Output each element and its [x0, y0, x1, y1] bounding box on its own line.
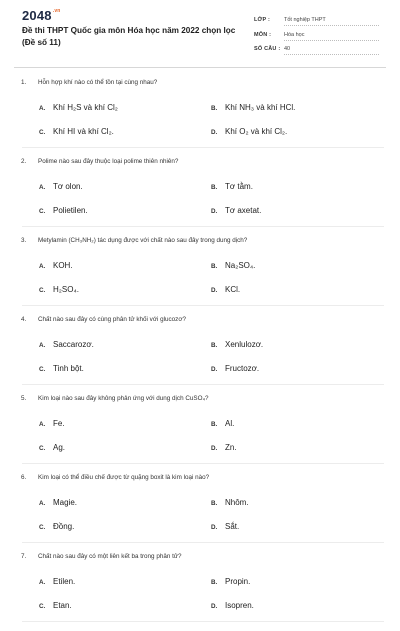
- option-letter: B.: [211, 421, 218, 428]
- question-number: 2.: [21, 158, 27, 165]
- option-letter: B.: [211, 500, 218, 507]
- meta-key: LỚP :: [254, 17, 270, 23]
- answer-option[interactable]: [39, 103, 118, 112]
- meta-value: Tốt nghiệp THPT: [284, 17, 379, 26]
- option-text: Na₂SO₄.: [225, 261, 256, 270]
- question-body: Chất nào sau đây có cùng phân tử khối với glucozơ?: [38, 316, 186, 323]
- option-letter: A.: [39, 500, 46, 507]
- option-letter: D.: [211, 603, 218, 610]
- answer-option[interactable]: [211, 498, 249, 507]
- question-body: Chất nào sau đây có một liên kết ba trong phân tử?: [38, 553, 182, 560]
- question-text: [22, 315, 384, 332]
- option-text: Etan.: [53, 601, 72, 610]
- question-text: [22, 236, 384, 253]
- option-text: Xenlulozơ.: [225, 340, 264, 349]
- question-item: [0, 315, 400, 394]
- answer-option[interactable]: [39, 601, 72, 610]
- option-letter: D.: [211, 366, 218, 373]
- meta-value: Hóa học: [284, 32, 379, 41]
- exam-header: [0, 0, 400, 62]
- question-body: Kim loại nào sau đây không phản ứng với dung dịch CuSO₄?: [38, 395, 209, 402]
- logo-suffix: .vn: [52, 8, 61, 14]
- answer-options: [22, 490, 384, 542]
- answer-option[interactable]: [211, 261, 255, 270]
- option-letter: B.: [211, 342, 218, 349]
- answer-options: [22, 332, 384, 384]
- option-text: Tinh bột.: [53, 364, 84, 373]
- option-letter: A.: [39, 105, 46, 112]
- question-body: Polime nào sau đây thuộc loại polime thiên nhiên?: [38, 158, 179, 165]
- option-letter: B.: [211, 579, 218, 586]
- option-text: Polietilen.: [53, 206, 88, 215]
- option-letter: A.: [39, 421, 46, 428]
- answer-option[interactable]: [39, 206, 88, 215]
- answer-option[interactable]: [211, 601, 254, 610]
- answer-option[interactable]: [211, 103, 295, 112]
- option-text: Etilen.: [53, 577, 76, 586]
- option-text: Nhôm.: [225, 498, 249, 507]
- question-item: [0, 394, 400, 473]
- option-letter: D.: [211, 524, 218, 531]
- answer-options: [22, 95, 384, 147]
- question-item: [0, 157, 400, 236]
- option-text: Khí H₂S và khí Cl₂: [53, 103, 118, 112]
- option-letter: B.: [211, 105, 218, 112]
- question-body: Kim loại có thể điều chế được từ quặng boxit là kim loại nào?: [38, 474, 210, 481]
- option-text: Khí HI và khí Cl₂.: [53, 127, 114, 136]
- option-text: Propin.: [225, 577, 251, 586]
- option-letter: C.: [39, 287, 46, 294]
- meta-value: 40: [284, 46, 379, 55]
- option-text: Tơ tằm.: [225, 182, 253, 191]
- question-number: 1.: [21, 79, 27, 86]
- answer-option[interactable]: [211, 182, 253, 191]
- answer-option[interactable]: [39, 340, 94, 349]
- answer-option[interactable]: [211, 127, 287, 136]
- question-text: [22, 552, 384, 569]
- answer-options: [22, 253, 384, 305]
- question-list: [0, 78, 400, 631]
- option-letter: C.: [39, 445, 46, 452]
- answer-option[interactable]: [39, 182, 83, 191]
- answer-option[interactable]: [211, 577, 250, 586]
- option-letter: C.: [39, 208, 46, 215]
- answer-option[interactable]: [211, 285, 240, 294]
- option-letter: D.: [211, 129, 218, 136]
- exam-title: Đề thi THPT Quốc gia môn Hóa học năm 2022 chọn lọc (Đề số 11): [22, 26, 236, 47]
- answer-options: [22, 174, 384, 226]
- question-item: [0, 473, 400, 552]
- answer-option[interactable]: [39, 577, 75, 586]
- answer-option[interactable]: [39, 285, 79, 294]
- meta-subject: [254, 30, 379, 45]
- option-letter: A.: [39, 263, 46, 270]
- option-text: Al.: [225, 419, 235, 428]
- exam-meta: [254, 15, 379, 59]
- answer-option[interactable]: [39, 364, 84, 373]
- option-letter: D.: [211, 287, 218, 294]
- answer-option[interactable]: [39, 127, 114, 136]
- question-number: 5.: [21, 395, 27, 402]
- answer-option[interactable]: [39, 522, 74, 531]
- answer-option[interactable]: [39, 498, 77, 507]
- option-text: Sắt.: [225, 522, 240, 531]
- meta-class: [254, 15, 379, 30]
- answer-option[interactable]: [211, 443, 237, 452]
- option-text: Magie.: [53, 498, 78, 507]
- answer-option[interactable]: [39, 419, 65, 428]
- answer-option[interactable]: [211, 419, 234, 428]
- site-logo[interactable]: [22, 8, 61, 23]
- option-text: H₂SO₄.: [53, 285, 79, 294]
- option-letter: B.: [211, 263, 218, 270]
- option-text: Khí NH₃ và khí HCl.: [225, 103, 296, 112]
- option-text: KOH.: [53, 261, 73, 270]
- answer-option[interactable]: [211, 206, 261, 215]
- answer-option[interactable]: [211, 340, 263, 349]
- question-text: [22, 473, 384, 490]
- meta-count: [254, 44, 379, 59]
- option-text: KCl.: [225, 285, 241, 294]
- answer-options: [22, 569, 384, 621]
- question-number: 4.: [21, 316, 27, 323]
- option-text: Ag.: [53, 443, 66, 452]
- option-letter: A.: [39, 342, 46, 349]
- header-divider: [14, 67, 386, 68]
- question-text: [22, 157, 384, 174]
- question-text: [22, 78, 384, 95]
- option-letter: C.: [39, 129, 46, 136]
- answer-option[interactable]: [39, 261, 73, 270]
- meta-key: SỐ CÂU :: [254, 46, 281, 52]
- answer-option[interactable]: [211, 522, 239, 531]
- meta-key: MÔN :: [254, 31, 272, 38]
- option-letter: C.: [39, 524, 46, 531]
- question-number: 6.: [21, 474, 27, 481]
- answer-option[interactable]: [39, 443, 65, 452]
- option-text: Isopren.: [225, 601, 254, 610]
- answer-option[interactable]: [211, 364, 259, 373]
- option-text: Fe.: [53, 419, 65, 428]
- option-letter: C.: [39, 603, 46, 610]
- option-letter: A.: [39, 184, 46, 191]
- option-letter: D.: [211, 445, 218, 452]
- logo-text: 2048: [22, 8, 52, 23]
- question-number: 7.: [21, 553, 27, 560]
- option-text: Saccarozơ.: [53, 340, 94, 349]
- question-item: [0, 236, 400, 315]
- option-letter: D.: [211, 208, 218, 215]
- question-number: 3.: [21, 237, 27, 244]
- answer-options: [22, 411, 384, 463]
- option-text: Khí O₂ và khí Cl₂.: [225, 127, 288, 136]
- option-letter: B.: [211, 184, 218, 191]
- question-item: [0, 78, 400, 157]
- option-text: Đồng.: [53, 522, 75, 531]
- option-text: Fructozơ.: [225, 364, 260, 373]
- option-text: Tơ axetat.: [225, 206, 262, 215]
- option-text: Zn.: [225, 443, 237, 452]
- question-body: Metylamin (CH₃NH₂) tác dụng được với chất nào sau đây trong dung dịch?: [38, 237, 248, 244]
- option-text: Tơ olon.: [53, 182, 83, 191]
- question-item: [0, 552, 400, 631]
- question-text: [22, 394, 384, 411]
- option-letter: A.: [39, 579, 46, 586]
- option-letter: C.: [39, 366, 46, 373]
- question-body: Hỗn hợp khí nào có thể tồn tại cùng nhau?: [38, 79, 158, 86]
